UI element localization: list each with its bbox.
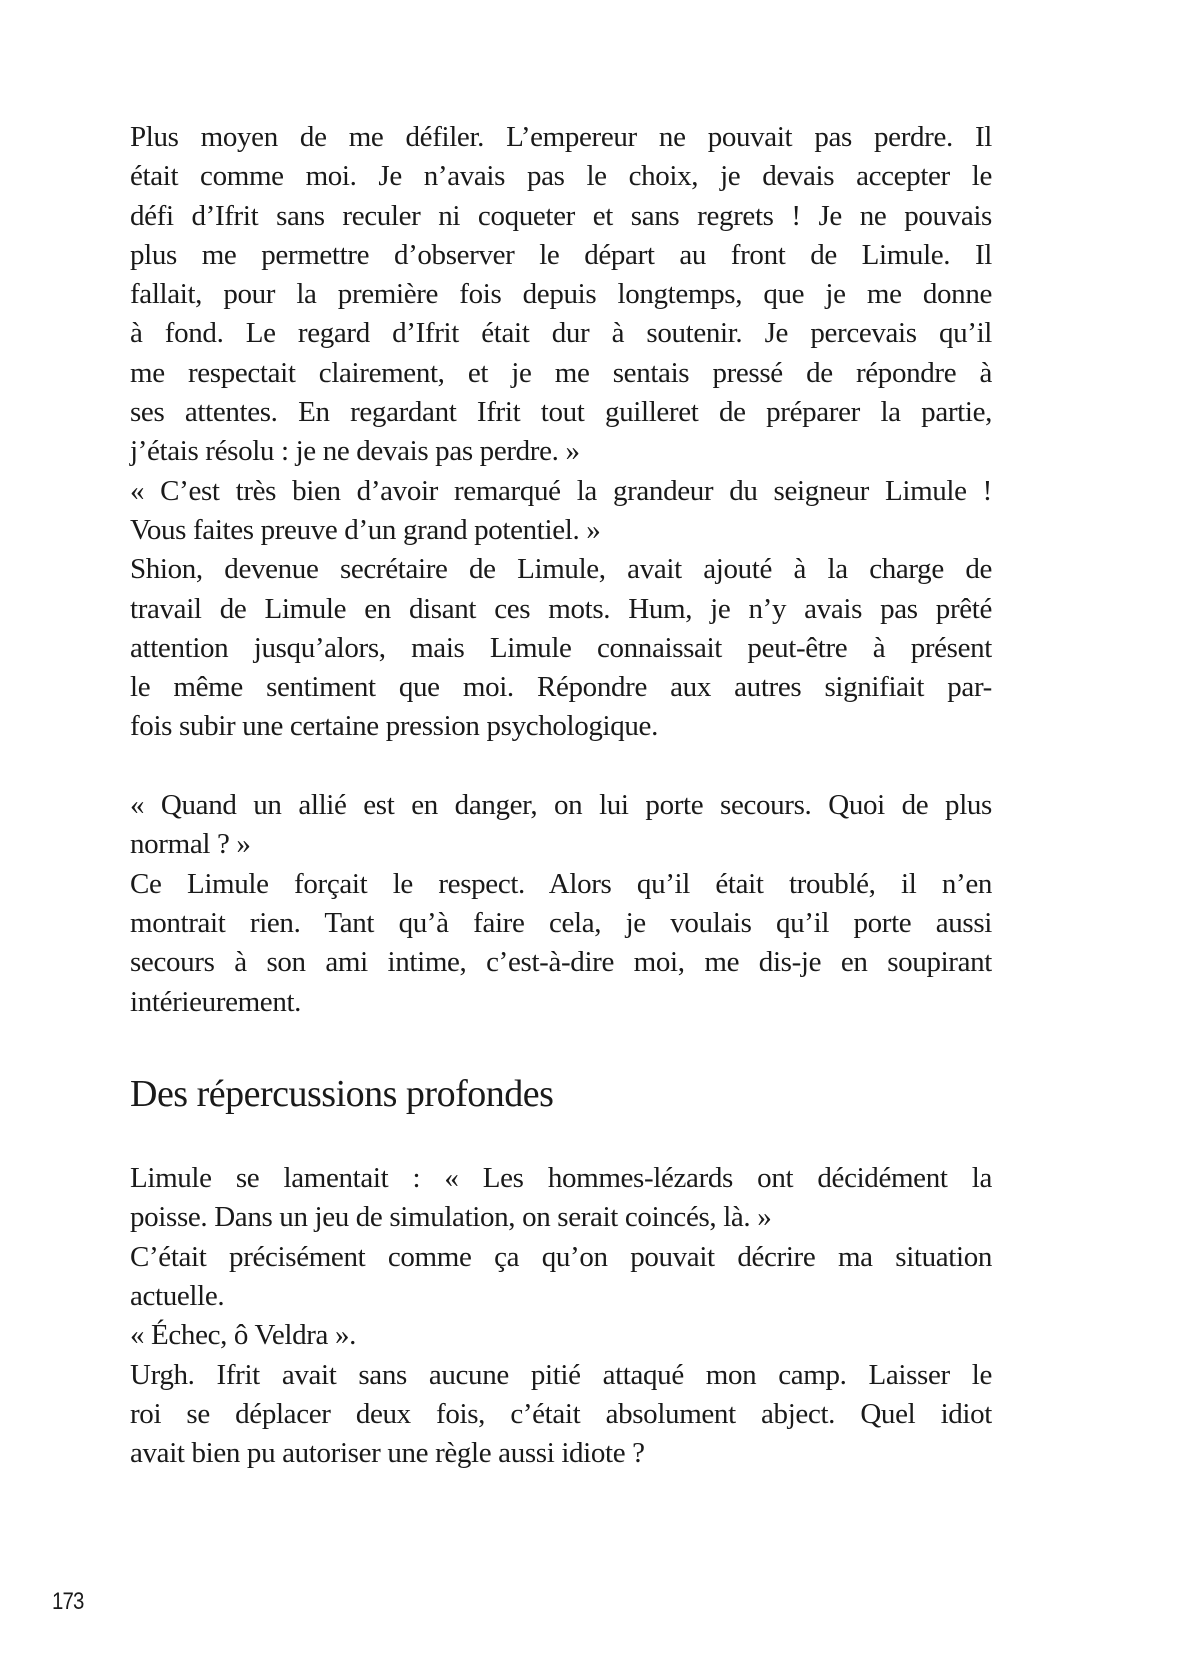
text-line: à fond. Le regard d’Ifrit était dur à soutenir. Je percevais qu’il xyxy=(130,317,992,350)
section-heading: Des répercussions profondes xyxy=(130,1073,554,1116)
text-line: travail de Limule en disant ces mots. Hum, je n’y avais pas prêté xyxy=(130,592,992,625)
page-number: 173 xyxy=(52,1588,84,1615)
paragraph-block-3 xyxy=(130,1159,992,1473)
paragraph-block-1 xyxy=(130,118,992,747)
text-line: « Échec, ô Veldra ». xyxy=(130,1319,356,1352)
text-line: fois subir une certaine pression psychologique. xyxy=(130,710,658,743)
text-line: intérieurement. xyxy=(130,985,302,1018)
text-line: défi d’Ifrit sans reculer ni coqueter et sans regrets ! Je ne pouvais xyxy=(130,199,992,232)
text-line: Vous faites preuve d’un grand potentiel. » xyxy=(130,513,601,546)
text-line: j’étais résolu : je ne devais pas perdre. » xyxy=(130,435,580,468)
text-line: Plus moyen de me défiler. L’empereur ne pouvait pas perdre. Il xyxy=(130,121,992,153)
text-line: normal ? » xyxy=(130,828,251,861)
text-line: était comme moi. Je n’avais pas le choix, je devais accepter le xyxy=(130,160,992,193)
text-line: Shion, devenue secrétaire de Limule, avait ajouté à la charge de xyxy=(130,553,992,586)
text-line: Limule se lamentait : « Les hommes-lézards ont décidément la xyxy=(130,1162,992,1195)
text-line: roi se déplacer deux fois, c’était absolument abject. Quel idiot xyxy=(130,1397,992,1430)
text-line: attention jusqu’alors, mais Limule connaissait peut-être à présent xyxy=(130,631,992,664)
text-line: plus me permettre d’observer le départ au front de Limule. Il xyxy=(130,238,992,271)
text-line: fallait, pour la première fois depuis longtemps, que je me donne xyxy=(130,278,992,311)
text-line: Urgh. Ifrit avait sans aucune pitié attaqué mon camp. Laisser le xyxy=(130,1358,992,1391)
paragraph-block-2 xyxy=(130,786,992,1022)
text-line: ses attentes. En regardant Ifrit tout guilleret de préparer la partie, xyxy=(130,396,992,429)
paragraph-gap xyxy=(130,747,992,786)
text-line: le même sentiment que moi. Répondre aux autres signifiait par- xyxy=(130,671,992,704)
text-line: poisse. Dans un jeu de simulation, on serait coincés, là. » xyxy=(130,1201,772,1234)
text-line: avait bien pu autoriser une règle aussi idiote ? xyxy=(130,1437,645,1470)
text-line: secours à son ami intime, c’est-à-dire moi, me dis-je en soupirant xyxy=(130,946,992,979)
page-body xyxy=(130,118,992,1474)
text-line: montrait rien. Tant qu’à faire cela, je voulais qu’il porte aussi xyxy=(130,906,992,939)
text-line: actuelle. xyxy=(130,1280,225,1313)
text-line: C’était précisément comme ça qu’on pouvait décrire ma situation xyxy=(130,1240,992,1273)
paragraph-gap xyxy=(130,1022,992,1061)
text-line: me respectait clairement, et je me sentais pressé de répondre à xyxy=(130,356,992,389)
text-line: « C’est très bien d’avoir remarqué la grandeur du seigneur Limule ! xyxy=(130,474,992,507)
text-line: Ce Limule forçait le respect. Alors qu’il était troublé, il n’en xyxy=(130,867,992,900)
text-line: « Quand un allié est en danger, on lui porte secours. Quoi de plus xyxy=(130,789,992,822)
